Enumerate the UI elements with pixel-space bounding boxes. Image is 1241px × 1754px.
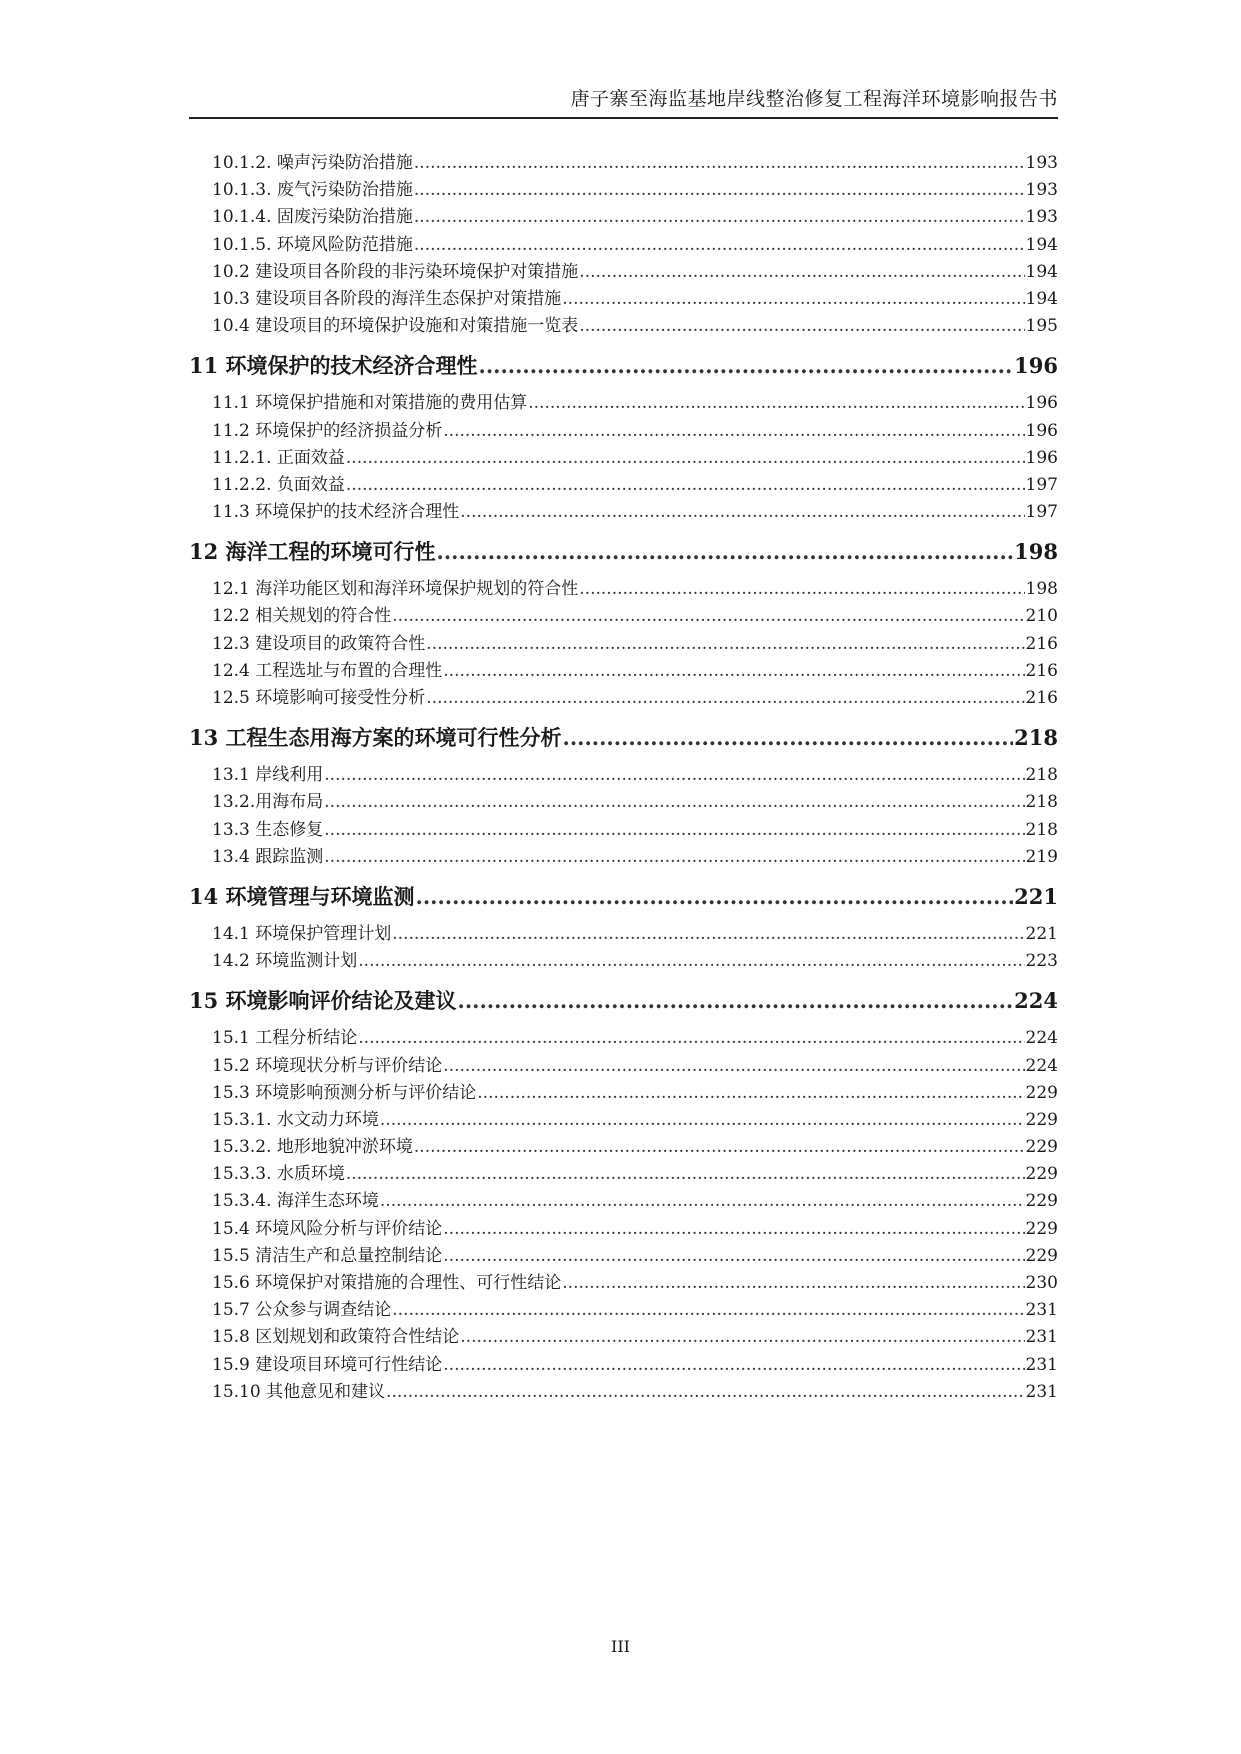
dot-leader [563, 718, 1014, 758]
dot-leader [460, 1324, 1024, 1351]
toc-entry[interactable] [189, 204, 1058, 231]
toc-entry[interactable] [189, 259, 1058, 286]
toc-entry-page: 218 [1014, 725, 1058, 751]
toc-entry-page: 229 [1025, 1109, 1058, 1130]
dot-leader [443, 418, 1024, 445]
toc-entry-label: 10.3 建设项目各阶段的海洋生态保护对策措施 [212, 288, 562, 309]
toc-entry[interactable] [189, 948, 1058, 975]
toc-entry-page: 224 [1025, 1028, 1058, 1049]
toc-entry[interactable] [189, 576, 1058, 603]
toc-entry-label: 15.5 清洁生产和总量控制结论 [212, 1245, 443, 1266]
toc-entry-label: 12.4 工程选址与布置的合理性 [212, 660, 443, 681]
dot-leader [479, 346, 1014, 386]
toc-entry[interactable] [189, 1297, 1058, 1324]
toc-entry-page: 210 [1025, 606, 1058, 627]
dot-leader [386, 1379, 1024, 1406]
toc-entry-label: 10.2 建设项目各阶段的非污染环境保护对策措施 [212, 261, 579, 282]
toc-entry-label: 13.1 岸线利用 [212, 765, 324, 786]
toc-chapter[interactable] [189, 346, 1058, 386]
toc-entry[interactable] [189, 390, 1058, 417]
toc-entry-page: 193 [1025, 207, 1058, 228]
toc-entry-label: 13.2.用海布局 [212, 792, 324, 813]
toc-entry-label: 14 环境管理与环境监测 [189, 883, 415, 909]
toc-entry-page: 229 [1025, 1191, 1058, 1212]
dot-leader [426, 631, 1024, 658]
toc-entry[interactable] [189, 1270, 1058, 1297]
toc-entry-page: 231 [1025, 1327, 1058, 1348]
toc-entry-label: 15.3.3. 水质环境 [212, 1164, 345, 1185]
dot-leader [443, 1243, 1024, 1270]
toc-chapter[interactable] [189, 532, 1058, 572]
table-of-contents [189, 150, 1058, 1406]
toc-entry-page: 221 [1014, 883, 1058, 909]
toc-entry-label: 15.3.1. 水文动力环境 [212, 1109, 379, 1130]
toc-entry[interactable] [189, 1324, 1058, 1351]
dot-leader [562, 1270, 1024, 1297]
dot-leader [358, 948, 1024, 975]
dot-leader [380, 1107, 1025, 1134]
toc-entry-page: 218 [1025, 819, 1058, 840]
toc-entry-label: 10.1.4. 固废污染防治措施 [212, 207, 413, 228]
toc-entry-label: 11.2 环境保护的经济损益分析 [212, 420, 443, 441]
toc-entry[interactable] [189, 1243, 1058, 1270]
toc-entry-label: 15.8 区划规划和政策符合性结论 [212, 1327, 460, 1348]
dot-leader [528, 390, 1024, 417]
toc-entry[interactable] [189, 286, 1058, 313]
dot-leader [414, 204, 1025, 231]
toc-entry-label: 12.3 建设项目的政策符合性 [212, 633, 426, 654]
toc-entry[interactable] [189, 1352, 1058, 1379]
dot-leader [414, 150, 1025, 177]
toc-chapter[interactable] [189, 877, 1058, 917]
toc-entry-label: 10.1.2. 噪声污染防治措施 [212, 153, 413, 173]
toc-entry-label: 12.1 海洋功能区划和海洋环境保护规划的符合性 [212, 579, 579, 600]
toc-entry-label: 15.1 工程分析结论 [212, 1028, 358, 1049]
toc-entry[interactable] [189, 658, 1058, 685]
toc-entry-label: 15.3.4. 海洋生态环境 [212, 1191, 379, 1212]
dot-leader [579, 313, 1024, 340]
toc-entry-page: 229 [1025, 1082, 1058, 1103]
toc-entry-label: 11.2.1. 正面效益 [212, 447, 345, 468]
toc-entry-page: 193 [1025, 180, 1058, 201]
toc-entry-page: 197 [1025, 474, 1058, 495]
dot-leader [443, 1352, 1024, 1379]
dot-leader [346, 445, 1025, 472]
toc-entry-label: 12 海洋工程的环境可行性 [189, 539, 436, 565]
dot-leader [380, 1188, 1025, 1215]
toc-entry-page: 196 [1014, 353, 1058, 379]
toc-entry[interactable] [189, 1134, 1058, 1161]
dot-leader [324, 762, 1024, 789]
toc-entry[interactable] [189, 603, 1058, 630]
toc-entry-label: 15.3.2. 地形地貌冲淤环境 [212, 1137, 413, 1158]
toc-chapter[interactable] [189, 718, 1058, 758]
toc-entry-page: 219 [1025, 846, 1058, 867]
dot-leader [324, 789, 1024, 816]
toc-entry-page: 198 [1025, 579, 1058, 600]
dot-leader [443, 1216, 1024, 1243]
dot-leader [392, 603, 1024, 630]
toc-chapter[interactable] [189, 981, 1058, 1021]
toc-entry-label: 11.1 环境保护措施和对策措施的费用估算 [212, 393, 528, 414]
toc-entry-label: 12.5 环境影响可接受性分析 [212, 688, 426, 708]
toc-entry[interactable] [189, 472, 1058, 499]
toc-entry[interactable] [189, 232, 1058, 259]
dot-leader [414, 232, 1025, 259]
dot-leader [324, 817, 1024, 844]
dot-leader [443, 658, 1024, 685]
toc-entry[interactable] [189, 1107, 1058, 1134]
toc-entry-label: 14.1 环境保护管理计划 [212, 923, 392, 944]
toc-entry-page: 194 [1025, 234, 1058, 255]
toc-entry[interactable] [189, 499, 1058, 526]
toc-entry[interactable] [189, 1161, 1058, 1188]
toc-entry-page: 196 [1025, 447, 1058, 468]
toc-entry-page: 231 [1025, 1354, 1058, 1375]
dot-leader [346, 472, 1025, 499]
toc-entry-page: 194 [1025, 261, 1058, 282]
toc-entry-page: 218 [1025, 765, 1058, 786]
dot-leader [414, 1134, 1025, 1161]
toc-entry-page: 197 [1025, 502, 1058, 523]
toc-entry-label: 15.6 环境保护对策措施的合理性、可行性结论 [212, 1273, 562, 1293]
toc-entry[interactable] [189, 817, 1058, 844]
dot-leader [414, 177, 1025, 204]
toc-entry-label: 15.9 建设项目环境可行性结论 [212, 1354, 443, 1375]
toc-entry-page: 216 [1025, 633, 1058, 654]
toc-entry-label: 15.7 公众参与调查结论 [212, 1300, 392, 1321]
toc-entry[interactable] [189, 1053, 1058, 1080]
dot-leader [562, 286, 1024, 313]
toc-entry-page: 194 [1025, 288, 1058, 309]
toc-entry-label: 10.1.3. 废气污染防治措施 [212, 180, 413, 201]
toc-entry[interactable] [189, 1080, 1058, 1107]
header-divider [189, 117, 1058, 119]
toc-entry-page: 196 [1025, 420, 1058, 441]
toc-entry-label: 11.3 环境保护的技术经济合理性 [212, 502, 460, 523]
dot-leader [458, 981, 1014, 1021]
toc-entry-page: 195 [1025, 316, 1058, 337]
toc-entry-label: 13.4 跟踪监测 [212, 846, 324, 867]
toc-entry-page: 231 [1025, 1381, 1058, 1402]
dot-leader [477, 1080, 1024, 1107]
toc-entry-label: 15.2 环境现状分析与评价结论 [212, 1055, 443, 1076]
dot-leader [579, 259, 1024, 286]
toc-entry-label: 13.3 生态修复 [212, 819, 324, 840]
dot-leader [443, 1053, 1024, 1080]
toc-entry-page: 196 [1025, 393, 1058, 414]
toc-entry-label: 11.2.2. 负面效益 [212, 474, 345, 495]
toc-entry[interactable] [189, 921, 1058, 948]
toc-entry-label: 14.2 环境监测计划 [212, 951, 358, 972]
toc-entry-page: 224 [1025, 1055, 1058, 1076]
toc-entry-label: 15.4 环境风险分析与评价结论 [212, 1218, 443, 1239]
dot-leader [460, 499, 1024, 526]
toc-entry[interactable] [189, 313, 1058, 340]
toc-entry-page: 216 [1025, 688, 1058, 708]
dot-leader [346, 1161, 1025, 1188]
toc-entry-label: 15 环境影响评价结论及建议 [189, 988, 457, 1014]
toc-entry[interactable] [189, 1379, 1058, 1406]
toc-entry-page: 224 [1014, 988, 1058, 1014]
toc-entry-page: 230 [1025, 1273, 1058, 1293]
document-title: 唐子寨至海监基地岸线整治修复工程海洋环境影响报告书 [570, 88, 1058, 110]
toc-entry-page: 198 [1014, 539, 1058, 565]
toc-entry[interactable] [189, 1025, 1058, 1052]
toc-entry-label: 15.10 其他意见和建议 [212, 1381, 386, 1402]
toc-entry[interactable] [189, 631, 1058, 658]
toc-entry-page: 231 [1025, 1300, 1058, 1321]
toc-entry[interactable] [189, 418, 1058, 445]
toc-entry[interactable] [189, 177, 1058, 204]
toc-entry[interactable] [189, 1188, 1058, 1215]
dot-leader [426, 685, 1024, 712]
toc-entry[interactable] [189, 1216, 1058, 1243]
toc-entry-label: 10.4 建设项目的环境保护设施和对策措施一览表 [212, 316, 579, 337]
toc-entry-page: 229 [1025, 1218, 1058, 1239]
dot-leader [437, 532, 1014, 572]
toc-entry-page: 229 [1025, 1245, 1058, 1266]
toc-entry[interactable] [189, 844, 1058, 871]
toc-entry-label: 15.3 环境影响预测分析与评价结论 [212, 1082, 477, 1103]
dot-leader [324, 844, 1024, 871]
toc-entry[interactable] [189, 150, 1058, 177]
toc-entry-label: 12.2 相关规划的符合性 [212, 606, 392, 627]
toc-entry-page: 218 [1025, 792, 1058, 813]
toc-entry[interactable] [189, 685, 1058, 712]
toc-entry-label: 11 环境保护的技术经济合理性 [189, 353, 478, 379]
dot-leader [392, 921, 1024, 948]
page-number: III [611, 1637, 630, 1656]
dot-leader [358, 1025, 1024, 1052]
dot-leader [579, 576, 1024, 603]
toc-entry[interactable] [189, 762, 1058, 789]
dot-leader [416, 877, 1014, 917]
toc-entry-page: 193 [1025, 153, 1058, 173]
toc-entry-page: 229 [1025, 1164, 1058, 1185]
toc-entry-page: 229 [1025, 1137, 1058, 1158]
toc-entry-label: 10.1.5. 环境风险防范措施 [212, 234, 413, 255]
toc-entry-page: 223 [1025, 951, 1058, 972]
dot-leader [392, 1297, 1024, 1324]
toc-entry-page: 221 [1025, 923, 1058, 944]
toc-entry-label: 13 工程生态用海方案的环境可行性分析 [189, 725, 562, 751]
toc-entry-page: 216 [1025, 660, 1058, 681]
toc-entry[interactable] [189, 445, 1058, 472]
toc-entry[interactable] [189, 789, 1058, 816]
